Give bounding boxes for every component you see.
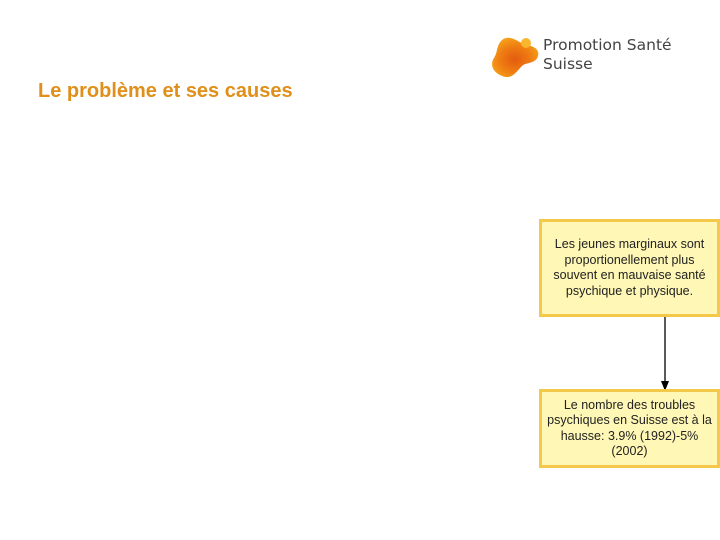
promotion-sante-logo [488, 32, 688, 84]
diagram-node-disorders-rise [539, 389, 720, 468]
node-text: Les jeunes marginaux sont proportionellement plus souvent en mauvaise santé psychique et physique. [553, 237, 706, 298]
diagram-node-marginal-youth [539, 219, 720, 317]
slide-title: Le problème et ses causes [38, 80, 293, 102]
diagram-arrow [657, 317, 673, 391]
logo-name-line1: Promotion Santé [543, 36, 672, 54]
logo-name-line2: Suisse [543, 55, 593, 73]
node-text: Le nombre des troubles psychiques en Suisse est à la hausse: 3.9% (1992)-5% (2002) [547, 397, 712, 458]
logo-mark-icon [488, 32, 540, 80]
logo-wordmark [543, 36, 672, 74]
